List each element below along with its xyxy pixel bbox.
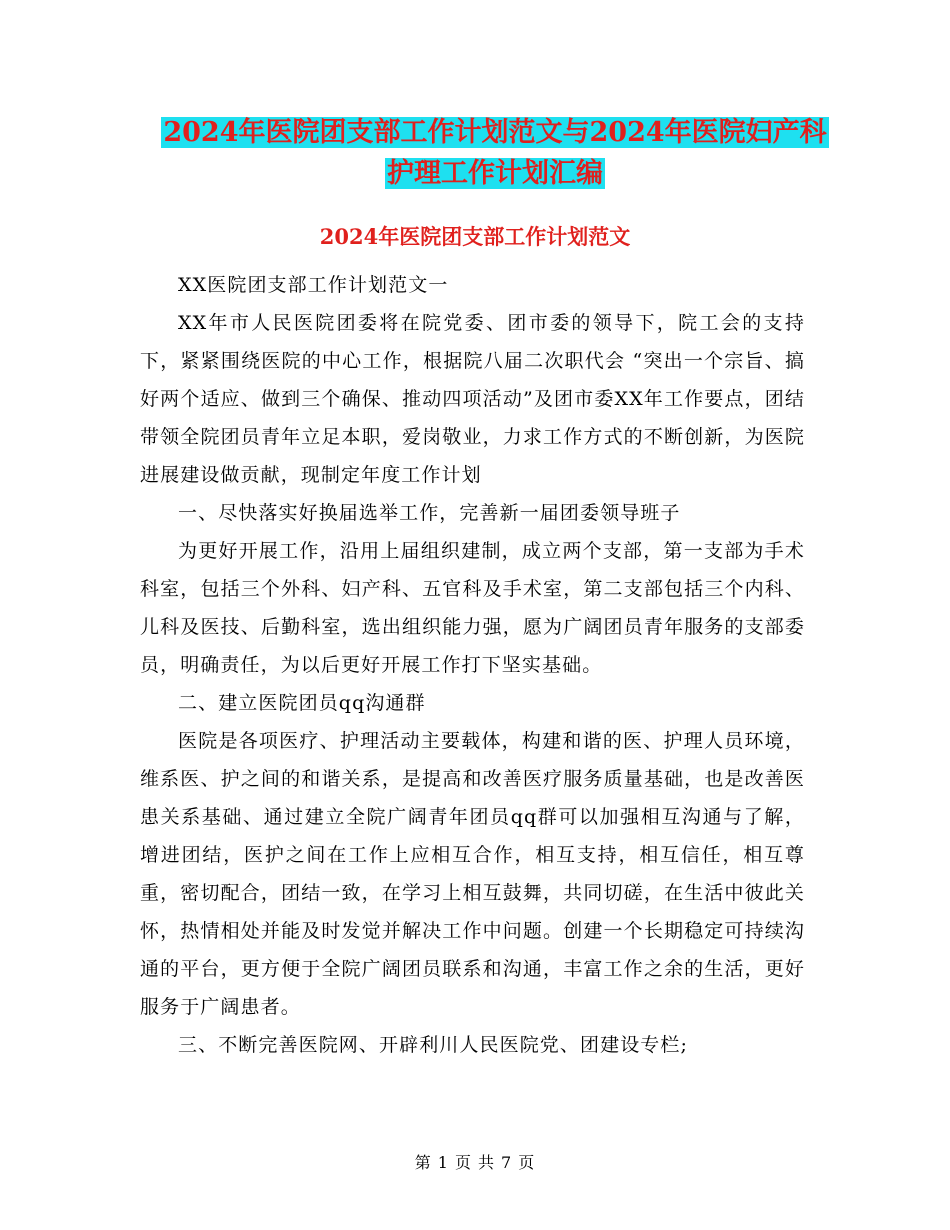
footer-prefix: 第	[414, 1153, 432, 1172]
footer-page-number: 1	[437, 1153, 449, 1172]
footer-total-pages: 7	[501, 1153, 513, 1172]
document-title-line-2: 护理工作计划汇编	[387, 158, 603, 189]
paragraph-intro: XX年市人民医院团委将在院党委、团市委的领导下，院工会的支持下，紧紧围绕医院的中心工作，根据院八届二次职代会 “突出一个宗旨、搞好两个适应、做到三个确保、推动四项活动”及团市委XX年工作要点，团结带领全院团员青年立足本职，爱岗敬业，力求工作方式的不断创新，为医院进展建设做贡献，现制定年度工作计划	[140, 312, 805, 486]
paragraph-heading-1: 一、尽快落实好换届选举工作，完善新一届团委领导班子	[178, 502, 681, 524]
paragraph-heading-3: 三、不断完善医院网、开辟利川人民医院党、团建设专栏;	[178, 1034, 689, 1056]
document-title	[140, 112, 850, 194]
document-title-line-1: 2024年医院团支部工作计划范文与2024年医院妇产科	[163, 117, 827, 148]
paragraph-heading-2: 二、建立医院团员qq沟通群	[178, 692, 426, 714]
footer-total-prefix: 共	[478, 1153, 496, 1172]
paragraph-body-2: 医院是各项医疗、护理活动主要载体，构建和谐的医、护理人员环境，维系医、护之间的和谐关系，是提高和改善医疗服务质量基础，也是改善医患关系基础、通过建立全院广阔青年团员qq群可以加强相互沟通与了解，增进团结，医护之间在工作上应相互合作，相互支持，相互信任，相互尊重，密切配合，团结一致，在学习上相互鼓舞，共同切磋，在生活中彼此关怀，热情相处并能及时发觉并解决工作中问题。创建一个长期稳定可持续沟通的平台，更方便于全院广阔团员联系和沟通，丰富工作之余的生活，更好服务于广阔患者。	[140, 730, 805, 1018]
page-footer	[0, 1152, 950, 1174]
footer-total-unit: 页	[518, 1153, 536, 1172]
document-body	[140, 266, 805, 1064]
paragraph-subtitle: XX医院团支部工作计划范文一	[178, 274, 449, 296]
section-heading: 2024年医院团支部工作计划范文	[319, 224, 631, 249]
footer-page-unit: 页	[454, 1153, 472, 1172]
paragraph-body-1: 为更好开展工作，沿用上届组织建制，成立两个支部，第一支部为手术科室，包括三个外科、妇产科、五官科及手术室，第二支部包括三个内科、儿科及医技、后勤科室，选出组织能力强，愿为广阔团员青年服务的支部委员，明确责任，为以后更好开展工作打下坚实基础。	[140, 540, 805, 676]
